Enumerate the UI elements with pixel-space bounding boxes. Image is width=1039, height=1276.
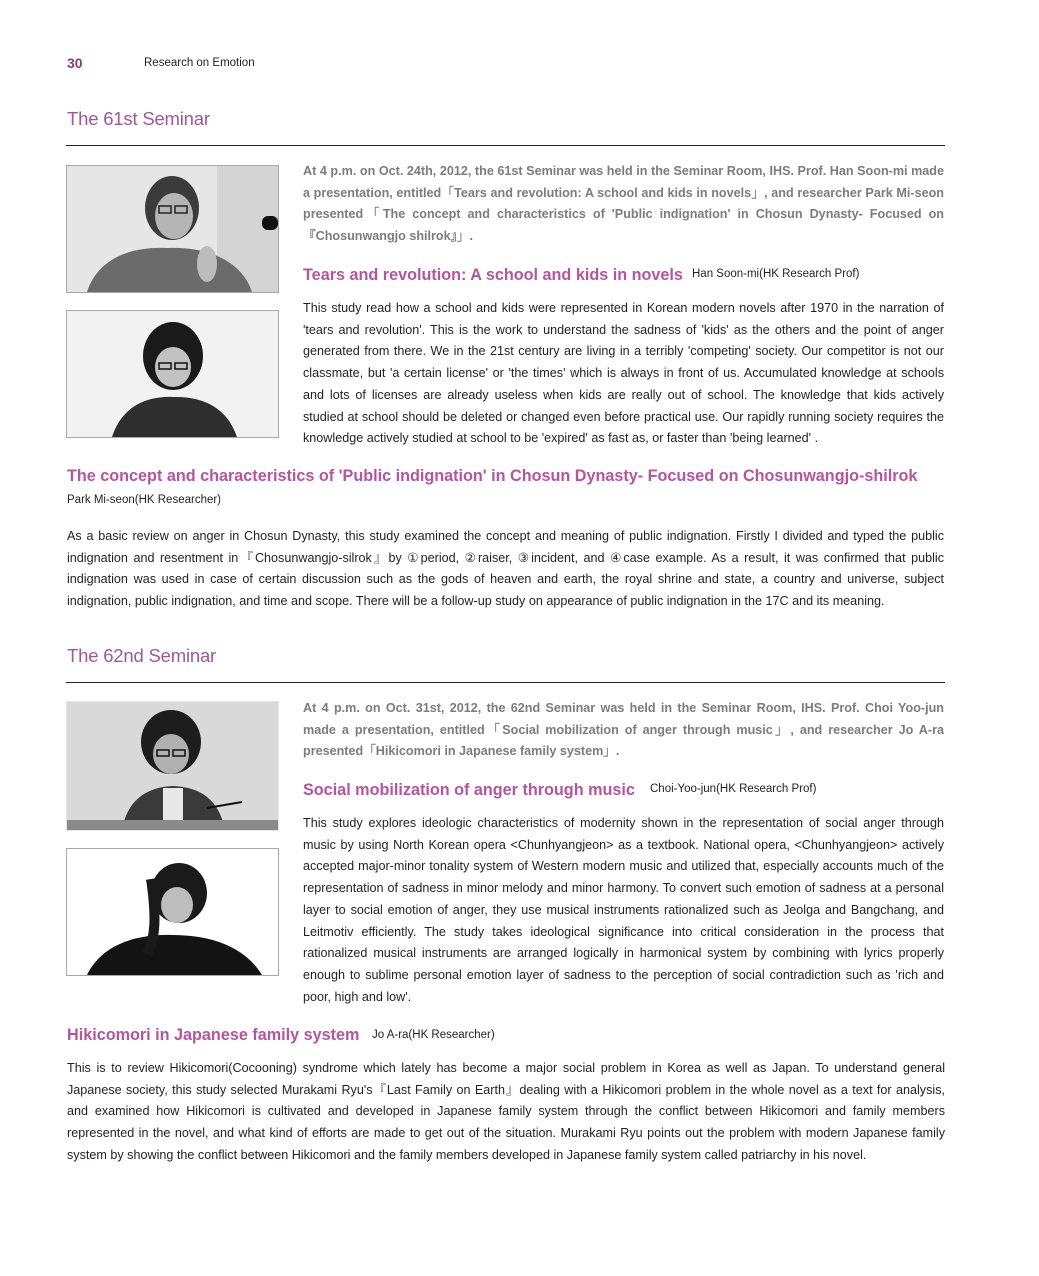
talk-abstract-hikicomori: This is to review Hikicomori(Cocooning) syndrome which lately has become a major social problem in Korea as well as Japan. To understand general Japanese society, this study selected Murakami Ryu's『Last Family on Earth』dealing with a Hikicomori problem in the whole novel as a text for analysis, and examined how Hikicomori is cultivated and developed in Japanese family system through the conflict between Hikicomori and family members represented in the novel, and what kind of efforts are made to get out of the situation. Murakami Ryu points out the problem with modern Japanese family system by showing the conflict between Hikicomori and the family members developed in Japanese family system called patriarchy in his novel. [67, 1061, 945, 1162]
talk-abstract-tears-and-revolution: This study read how a school and kids were represented in Korean modern novels after 1970 in the narration of 'tears and revolution'. This is the work to understand the sadness of 'kids' as the others and the point of anger generated from there. We in the 21st century are living in a terribly 'competing' society. Our competitor is not our classmate, but 'a certain license' or 'the times' which is always in front of us. Accumulated knowledge at schools and lots of licenses are already useless when kids are really out of school. The knowledge that kids actively studied at school should be deleted or changed even before practical use. Our rapidly running society requires the knowledge actively studied at school to be 'expired' as fast as, or faster than 'being learned' . [303, 301, 944, 446]
seminar-62-title: The 62nd Seminar [67, 645, 217, 666]
talk-author-han-soon-mi: Han Soon-mi(HK Research Prof) [692, 268, 860, 280]
section-divider [66, 145, 945, 146]
section-divider [66, 682, 945, 683]
page-number: 30 [67, 55, 83, 71]
talk-author-park-mi-seon: Park Mi-seon(HK Researcher) [67, 494, 222, 506]
talk-title-hikicomori: Hikicomori in Japanese family system [67, 1026, 360, 1044]
talk-title-public-indignation: The concept and characteristics of 'Public indignation' in Chosun Dynasty- Focused on Chosunwangjo-shilrok [67, 467, 918, 485]
talk-abstract-social-mobilization: This study explores ideologic characteristics of modernity shown in the representation of social anger through music by using North Korean opera <Chunhyangjeon> as a textbook. National opera, <Chunhyangjeon> actively accepted major-minor tonality system of Western modern music and utilized that, especially accounts much of the representation of sadness in minor melody and minor harmony. To convert such emotion of sadness at a personal layer to social emotion of anger, they use musical instruments rationalized such as Jeolga and Bangchang, and Leitmotiv efficiently. The study takes ideological significance into critical consideration in the process that rationalized musical instruments are arranged logically in harmonical system by combining with lyrics properly enough to sublime personal emotion layer of sadness to the perception of social contradiction such as 'rich and poor, high and low'. [303, 816, 944, 1004]
talk-author-jo-a-ra: Jo A-ra(HK Researcher) [372, 1029, 495, 1041]
speaker-photo-choi-yoo-jun [66, 701, 279, 831]
seminar-62-intro: At 4 p.m. on Oct. 31st, 2012, the 62nd Seminar was held in the Seminar Room, IHS. Prof. Choi Yoo-jun made a presentation, entitled「Social mobilization of anger through music」, and researcher Jo A-ra presented「Hikicomori in Japanese family system」. [303, 701, 944, 759]
talk-title-tears-and-revolution: Tears and revolution: A school and kids in novels [303, 266, 683, 284]
talk-title-social-mobilization: Social mobilization of anger through music [303, 781, 635, 799]
talk-author-choi-yoo-jun: Choi-Yoo-jun(HK Research Prof) [650, 783, 817, 795]
running-title: Research on Emotion [144, 57, 255, 69]
seminar-61-title: The 61st Seminar [67, 108, 210, 129]
talk-abstract-public-indignation: As a basic review on anger in Chosun Dynasty, this study examined the concept and meaning of public indignation. Firstly I divided and typed the public indignation and resentment in『Chosunwangjo-silrok』by ①period, ②raiser, ③incident, and ④case example. As a result, it was confirmed that public indignation was used in case of certain discussion such as the gods of heaven and earth, the royal shrine and state, a country and universe, subject indignation, public indignation, and time and scope. There will be a follow-up study on appearance of public indignation in the 17C and its meaning. [67, 529, 944, 609]
speaker-photo-han-soon-mi [66, 165, 279, 293]
speaker-photo-jo-a-ra [66, 848, 279, 976]
seminar-61-intro: At 4 p.m. on Oct. 24th, 2012, the 61st Seminar was held in the Seminar Room, IHS. Prof. Han Soon-mi made a presentation, entitled「Tears and revolution: A school and kids in novels」, and researcher Park Mi-seon presented「The concept and characteristics of 'Public indignation' in Chosun Dynasty- Focused on『Chosunwangjo shilrok』」. [303, 164, 944, 244]
speaker-photo-park-mi-seon [66, 310, 279, 438]
